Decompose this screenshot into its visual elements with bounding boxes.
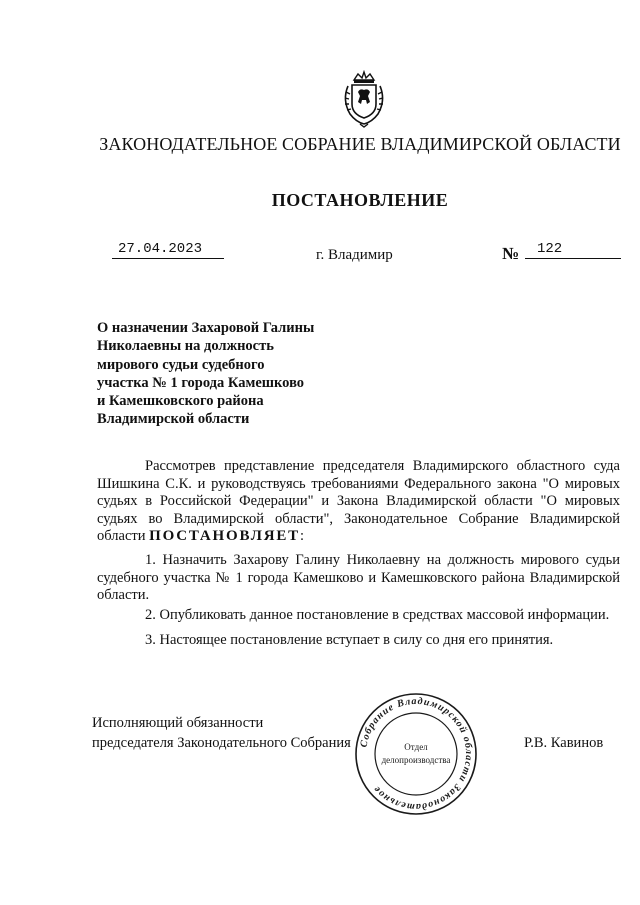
document-city: г. Владимир [316, 247, 393, 263]
position-line: председателя Законодательного Собрания [92, 735, 351, 751]
subject-line: и Камешковского района [97, 393, 264, 410]
intro-text: Рассмотрев представление председателя Владимирского областного суда Шишкина С.К. и руководствуясь требованиями Федерального закона "О мировых судьях в Российской Федерации" и Закона Владимирской области "О мировых судьях во Владимирской области", Законодательное Собрание Владимирской области [97, 458, 620, 545]
document-type-heading: ПОСТАНОВЛЕНИЕ [271, 190, 449, 210]
signatory-position [92, 713, 351, 753]
organization-title: ЗАКОНОДАТЕЛЬНОЕ СОБРАНИЕ ВЛАДИМИРСКОЙ ОБЛАСТИ [99, 134, 621, 154]
number-sign: № [502, 244, 520, 263]
official-stamp [352, 690, 480, 818]
subject-line: Владимирской области [97, 411, 250, 428]
document-subject [97, 319, 377, 429]
decree-word: ПОСТАНОВЛЯЕТ [149, 528, 300, 545]
stamp-center-line: Отдел [404, 742, 428, 752]
decree-colon: : [299, 528, 304, 545]
document-number: 122 [525, 241, 621, 259]
item-2-paragraph: 2. Опубликовать данное постановление в средствах массовой информации. [145, 606, 610, 623]
coat-of-arms-icon [340, 70, 388, 128]
subject-line: О назначении Захаровой Галины [97, 320, 315, 336]
subject-line: мирового судьи судебного [97, 356, 265, 373]
subject-line: участка № 1 города Камешково [97, 374, 305, 391]
subject-line: Николаевны на должность [97, 338, 274, 355]
intro-paragraph [97, 458, 620, 546]
signatory-name: Р.В. Кавинов [524, 735, 604, 751]
document-date: 27.04.2023 [112, 241, 224, 259]
stamp-ring-text: Собрание Владимирской области Законодательное [358, 695, 475, 813]
stamp-center-line: делопроизводства [381, 755, 451, 765]
item-3-paragraph: 3. Настоящее постановление вступает в силу со дня его принятия. [145, 632, 554, 649]
position-line: Исполняющий обязанности [92, 715, 264, 731]
document-body [97, 458, 620, 650]
item-1-paragraph: 1. Назначить Захарову Галину Николаевну на должность мирового судьи судебного участка № 1 города Камешково и Камешковского района Владимирской области. [97, 551, 620, 604]
